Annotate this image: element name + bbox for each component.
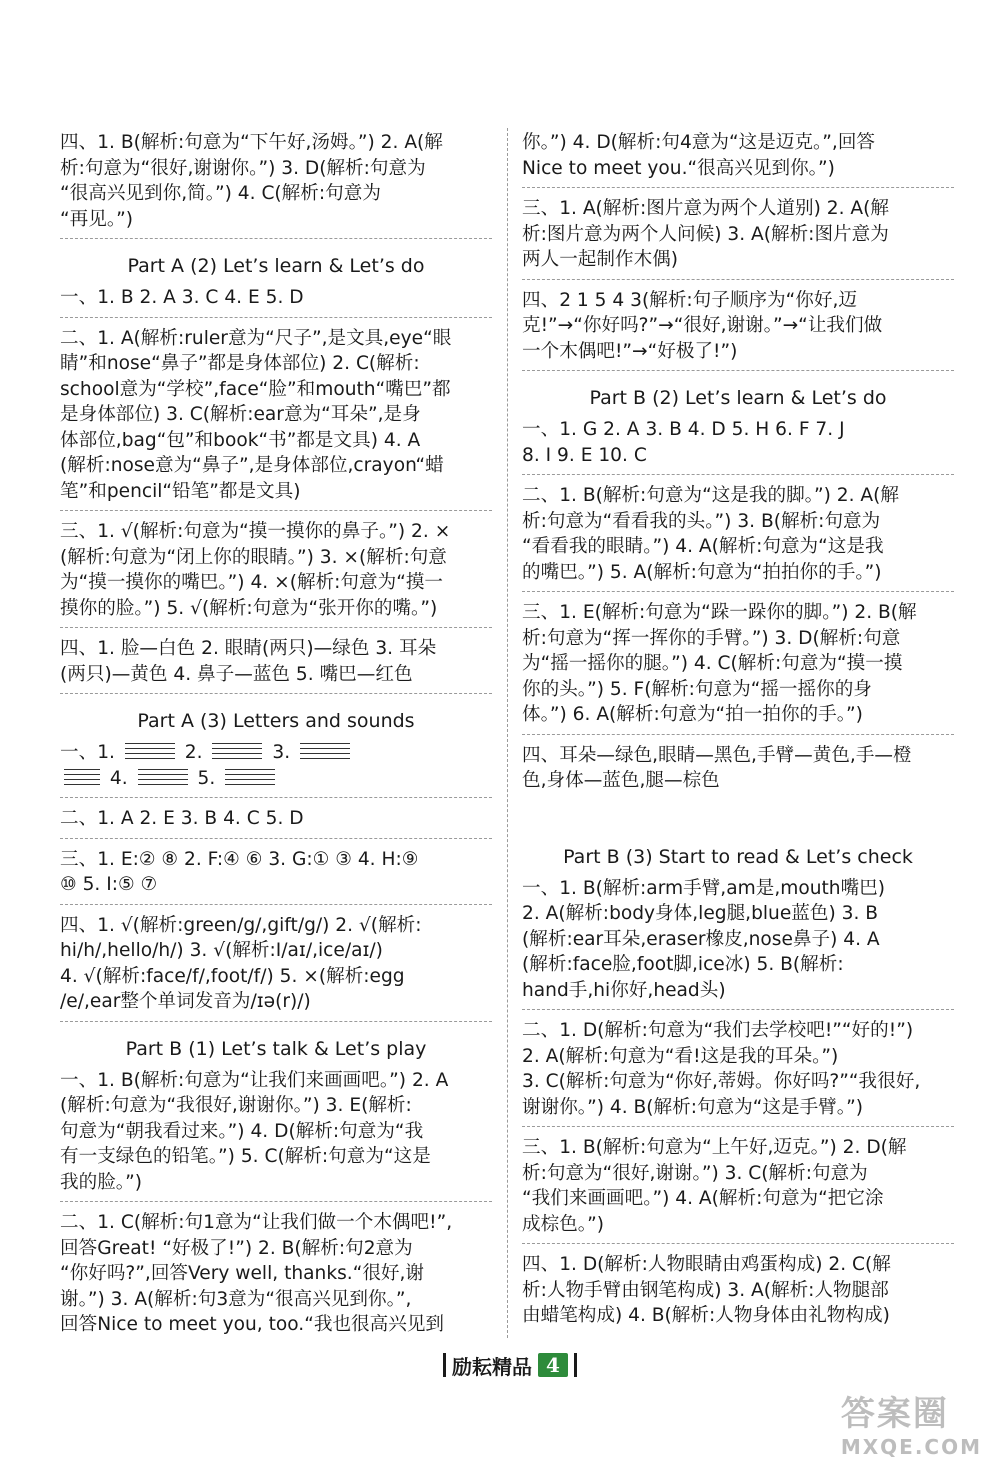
item-number: 2. [184,742,203,763]
answer-block [60,804,492,839]
text-line: 析:句意为“很好,谢谢。”) 3. C(解析:句意为 [522,1162,868,1184]
answer-block [60,845,492,905]
brand-label: 励耘精品 [452,1354,533,1379]
answer-block [522,415,954,475]
text-line: 谢。”) 3. A(解析:句3意为“很高兴见到你。”, [60,1288,412,1310]
answer-block [60,738,492,798]
text-line: 你。”) 4. D(解析:句4意为“这是迈克。”,回答 [522,132,876,153]
text-line: 句意为“朝我看过来。”) 4. D(解析:句意为“我 [60,1120,424,1142]
section-heading: Part B (2) Let’s learn & Let’s do [589,387,887,409]
handwriting-lines-icon [300,743,350,761]
text-line: 体部位,bag“包”和book“书”都是文具) 4. A [60,429,421,451]
text-line: 二、1. A(解析:ruler意为“尺子”,是文具,eye“眼 [60,327,452,349]
text-line: 三、1. E:② ⑧ 2. F:④ ⑥ 3. G:① ③ 4. H:⑨ [60,848,419,870]
text-line: 一、1. G 2. A 3. B 4. D 5. H 6. F 7. J [522,419,845,440]
text-line: 二、1. B(解析:句意为“这是我的脚。”) 2. A(解 [522,485,899,506]
text-line: 析:句意为“看看我的头。”) 3. B(解析:句意为 [522,510,881,532]
text-line: 四、耳朵—绿色,眼睛—黑色,手臂—黄色,手—橙 [522,744,912,766]
answer-block [60,324,492,512]
answer-block [522,1133,954,1244]
page-number: 4 [538,1353,568,1377]
text-line: Nice to meet you.“很高兴见到你。”) [522,157,835,179]
text-line: 三、1. √(解析:句意为“摸一摸你的鼻子。”) 2. × [60,521,451,542]
text-line: school意为“学校”,face“脸”和mouth“嘴巴”都 [60,378,451,400]
text-line: 4. √(解析:face/f/,foot/f/) 5. ×(解析:egg [60,965,405,987]
item-number: 5. [197,767,216,789]
text-line: 由蜡笔构成) 4. B(解析:人物身体由礼物构成) [522,1305,890,1326]
text-line: (解析:ear耳朵,eraser橡皮,nose鼻子) 4. A [522,928,880,950]
text-line: 三、1. E(解析:句意为“跺一跺你的脚。”) 2. B(解 [522,602,917,623]
site-watermark [841,1386,982,1459]
section-heading: Part A (3) Letters and sounds [137,710,415,732]
answer-block [522,481,954,592]
answer-block [522,741,954,800]
text-line: hand手,hi你好,head头) [522,979,726,1001]
text-line: 析:句意为“很好,谢谢你。”) 3. D(解析:句意为 [60,157,426,179]
section-heading: Part B (1) Let’s talk & Let’s play [125,1037,427,1060]
text-line: 为“摇一摇你的腿。”) 4. C(解析:句意为“摸一摸 [522,653,903,674]
answer-block [522,598,954,735]
text-line: 一、1. B 2. A 3. C 4. E 5. D [60,287,304,308]
answer-block [60,1066,492,1203]
text-line: 三、1. B(解析:句意为“上午好,迈克。”) 2. D(解 [522,1137,907,1158]
text-line: ⑩ 5. I:⑤ ⑦ [60,874,158,895]
text-line: hi/h/,hello/h/) 3. √(解析:I/aɪ/,ice/aɪ/) [60,940,383,961]
answer-block [522,286,954,372]
page-footer [426,1350,594,1380]
column-divider [507,128,509,1338]
text-line: 四、1. D(解析:人物眼睛由鸡蛋构成) 2. C(解 [522,1254,891,1275]
text-line: 回答Great! “好极了!”) 2. B(解析:句2意为 [60,1237,413,1259]
text-line: 一、1. B(解析:arm手臂,am是,mouth嘴巴) [522,877,886,899]
answer-block [522,1250,954,1335]
item-number: 4. [109,767,128,789]
text-line: 谢谢你。”) 4. B(解析:句意为“这是手臂。”) [522,1096,863,1118]
answer-block [60,1208,492,1344]
text-line: 四、2 1 5 4 3(解析:句子顺序为“你好,迈 [522,289,857,311]
text-line: 色,身体—蓝色,腿—棕色 [522,770,720,791]
text-line: 四、1. B(解析:句意为“下午好,汤姆。”) 2. A(解 [60,132,443,153]
text-line: (解析:句意为“我很好,谢谢你。”) 3. E(解析: [60,1095,412,1116]
watermark-site: MXQE.COM [840,1435,982,1459]
text-line: 的嘴巴。”) 5. A(解析:句意为“拍拍你的手。”) [522,561,882,583]
text-line: “看看我的眼睛。”) 4. A(解析:句意为“这是我 [522,536,884,557]
text-line: (解析:nose意为“鼻子”,是身体部位,crayon“蜡 [60,455,444,476]
text-line: 二、1. A 2. E 3. B 4. C 5. D [60,808,304,829]
answer-block [60,517,492,628]
text-line: 3. C(解析:句意为“你好,蒂姆。你好吗?”“我很好, [522,1071,921,1092]
text-line: (解析:face脸,foot脚,ice冰) 5. B(解析: [522,954,844,975]
text-line: 为“摸一摸你的嘴巴。”) 4. ×(解析:句意为“摸一 [60,572,444,593]
text-line: 2. A(解析:body身体,leg腿,blue蓝色) 3. B [522,903,879,924]
text-line: 析:句意为“挥一挥你的手臂。”) 3. D(解析:句意 [522,627,901,649]
answer-block [522,874,954,1011]
text-line: 8. I 9. E 10. C [522,444,647,466]
answer-block [522,194,954,280]
handwriting-lines-icon [138,769,188,787]
text-line: 两人一起制作木偶) [522,249,679,270]
text-line: 析:人物手臂由钢笔构成) 3. A(解析:人物腿部 [522,1279,889,1301]
handwriting-lines-icon [64,769,100,787]
text-line: 笔”和pencil“铅笔”都是文具) [60,480,301,502]
text-line: 三、1. A(解析:图片意为两个人道别) 2. A(解 [522,198,889,219]
text-line: 克!”→“你好吗?”→“很好,谢谢。”→“让我们做 [522,315,883,336]
text-line: 我的脸。”) [60,1171,142,1193]
section-heading: Part B (3) Start to read & Let’s check [563,845,913,868]
left-column [60,128,492,1350]
answer-block [60,128,492,239]
answer-block [60,911,492,1022]
text-line: 是身体部位) 3. C(解析:ear意为“耳朵”,是身 [60,404,421,425]
watermark-logo: 答案圈 [840,1394,949,1434]
answer-block [60,634,492,694]
text-line: 你的头。”) 5. F(解析:句意为“摇一摇你的身 [522,678,872,700]
text-line: 睛”和nose“鼻子”都是身体部位) 2. C(解析: [60,353,420,374]
handwriting-lines-icon [225,769,275,787]
text-line: 一、1. B(解析:句意为“让我们来画画吧。”) 2. A [60,1069,449,1091]
handwriting-line [60,740,492,766]
answer-block [522,1016,954,1127]
text-line: 2. A(解析:句意为“看!这是我的耳朵。”) [522,1045,839,1067]
text-line: “很高兴见到你,简。”) 4. C(解析:句意为 [60,183,381,204]
handwriting-lines-icon [212,743,262,761]
footer-bar-icon [443,1353,446,1377]
item-number: 3. [272,742,291,763]
text-line: 摸你的脸。”) 5. √(解析:句意为“张开你的嘴。”) [60,597,438,619]
text-line: (解析:句意为“闭上你的眼睛。”) 3. ×(解析:句意 [60,546,447,568]
handwriting-lines-icon [125,743,175,761]
footer-bar-icon [574,1353,577,1377]
text-line: 四、1. 脸—白色 2. 眼睛(两只)—绿色 3. 耳朵 [60,638,437,659]
text-line: 有一支绿色的铅笔。”) 5. C(解析:句意为“这是 [60,1146,431,1167]
text-line: /e/,ear整个单词发音为/ɪə(r)/) [60,991,311,1012]
text-line: 四、1. √(解析:green/g/,gift/g/) 2. √(解析: [60,914,422,936]
text-line: (两只)—黄色 4. 鼻子—蓝色 5. 嘴巴—红色 [60,663,413,685]
answer-block [60,283,492,318]
text-line: 一个木偶吧!”→“好极了!”) [522,340,738,362]
text-line: 成棕色。”) [522,1213,604,1235]
text-line: “你好吗?”,回答Very well, thanks.“很好,谢 [60,1263,425,1284]
answer-block [522,128,954,188]
text-line: 二、1. C(解析:句1意为“让我们做一个木偶吧!”, [60,1212,453,1233]
text-line: 析:图片意为两个人问候) 3. A(解析:图片意为 [522,223,889,245]
section-heading: Part A (2) Let’s learn & Let’s do [127,255,425,277]
text-line: “再见。”) [60,208,134,230]
right-column [522,128,954,1341]
item-number: 一、1. [60,742,115,763]
text-line: 体。”) 6. A(解析:句意为“拍一拍你的手。”) [522,704,863,725]
handwriting-line [60,766,492,792]
text-line: 回答Nice to meet you, too.“我也很高兴见到 [60,1314,445,1335]
text-line: 二、1. D(解析:句意为“我们去学校吧!”“好的!”) [522,1020,914,1041]
text-line: “我们来画画吧。”) 4. A(解析:句意为“把它涂 [522,1188,884,1209]
